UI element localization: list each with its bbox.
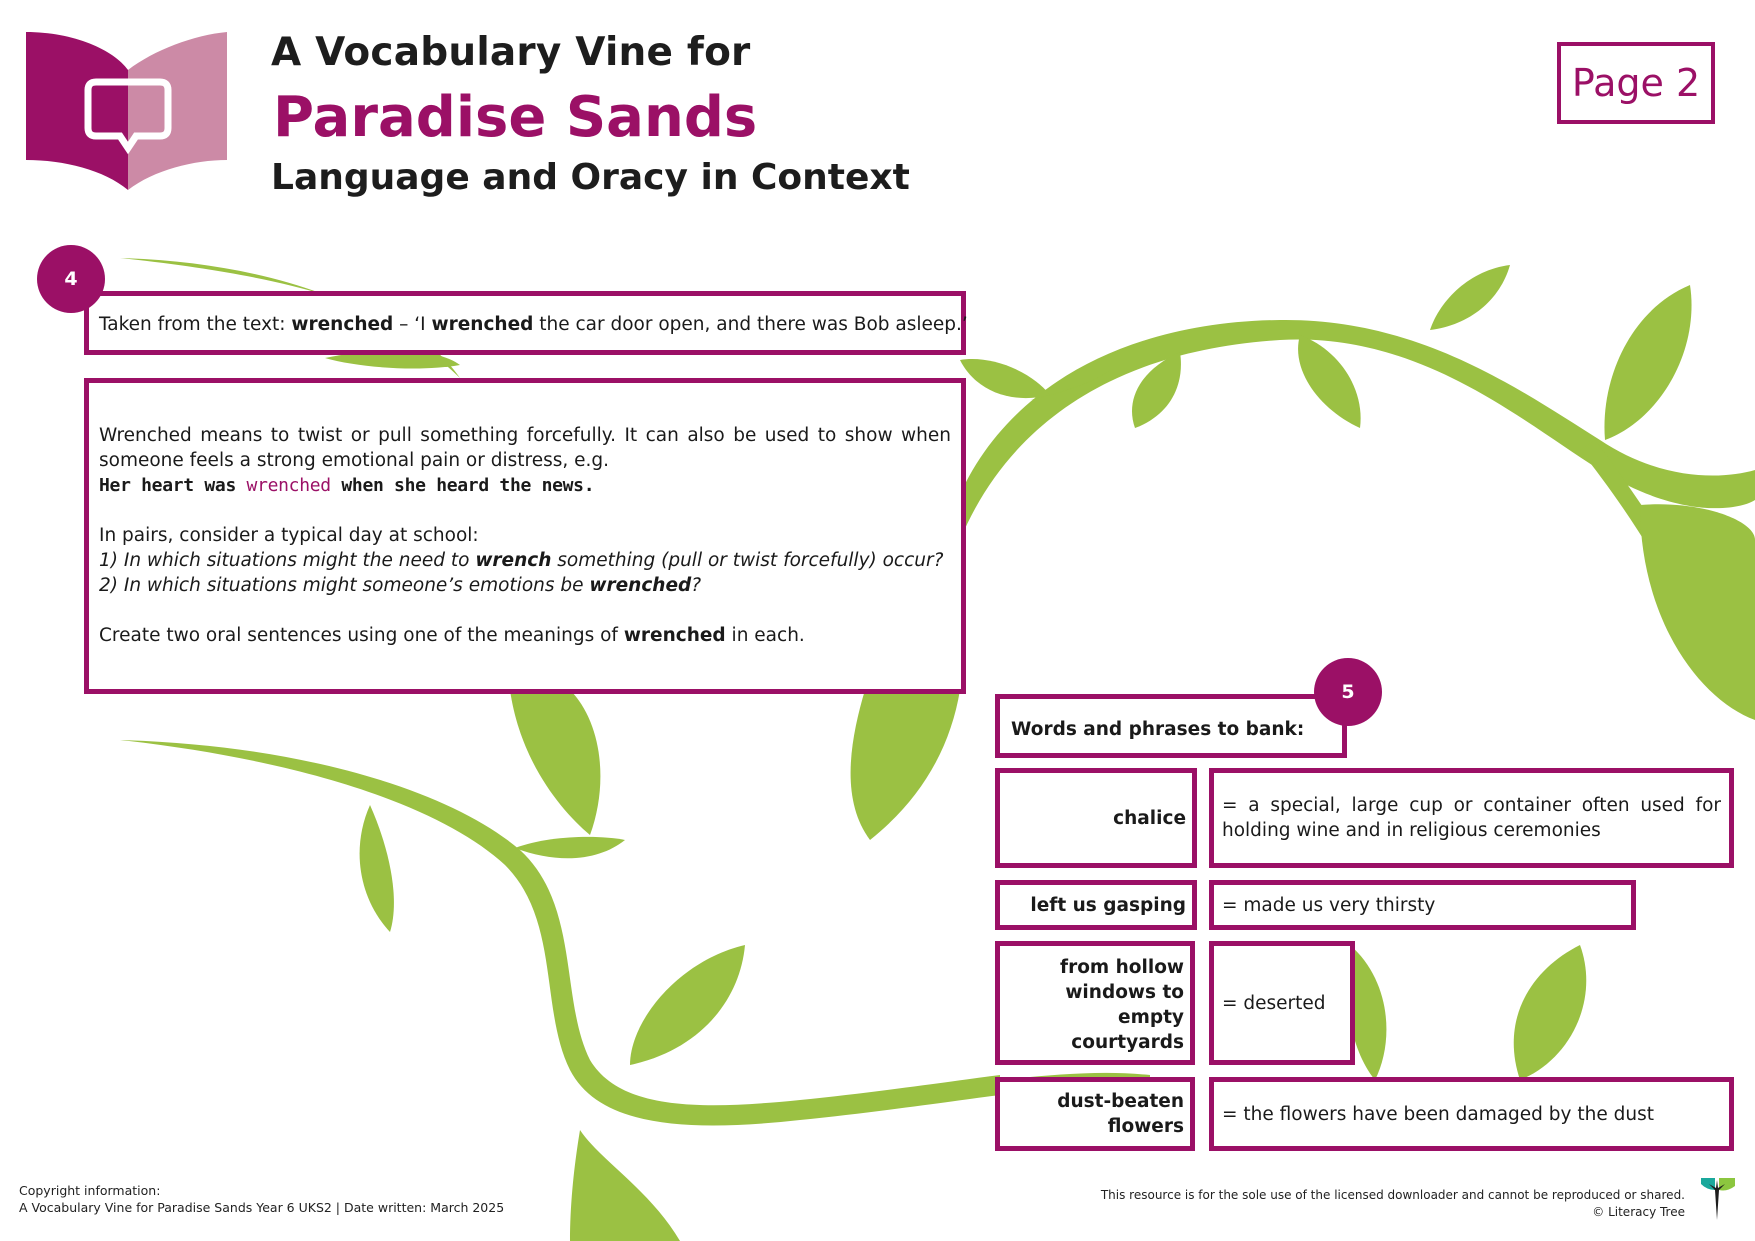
license-text: This resource is for the sole use of the licensed downloader and cannot be reproduced or shared. [1100, 1188, 1685, 1202]
definition-text: Wrenched means to twist or pull something forcefully. It can also be used to show when someone feels a strong emotional pain or distress, e.g. [99, 425, 951, 471]
vine-leaf [360, 805, 394, 932]
vine-leaf [630, 945, 745, 1065]
example-after: when she heard the news. [330, 475, 595, 496]
text-quote-box [84, 291, 966, 355]
page-number-box [1557, 42, 1715, 124]
quote-suffix: the car door open, and there was Bob asleep.’ [533, 314, 968, 335]
vine-leaf [851, 690, 960, 840]
quote-word: wrenched [291, 314, 394, 335]
quote-prefix: Taken from the text: [99, 314, 292, 335]
section-badge-5 [1314, 658, 1382, 726]
license-info [1101, 1187, 1685, 1221]
example-highlight: wrenched [246, 475, 331, 496]
page-number-label: Page 2 [1571, 61, 1701, 105]
bank-definition-dust-beaten: = the flowers have been damaged by the dust [1209, 1077, 1734, 1151]
vine-leaf [960, 359, 1050, 398]
copyright-info [19, 1182, 504, 1216]
vine-leaf [515, 837, 625, 858]
bank-definition-hollow-windows: = deserted [1209, 941, 1355, 1065]
title-subtitle: Language and Oracy in Context [271, 157, 910, 198]
section-number: 4 [64, 268, 78, 290]
vine-leaf [1298, 335, 1361, 428]
example-before: Her heart was [99, 475, 247, 496]
vine-leaf [1640, 504, 1755, 720]
definition-activity-box [84, 378, 966, 694]
question-2: 2) In which situations might someone’s emotions be wrenched? [99, 575, 702, 596]
title-book-name: Paradise Sands [273, 85, 758, 150]
quote-word-2: wrenched [431, 314, 534, 335]
section-number: 5 [1341, 681, 1355, 703]
task-instruction: Create two oral sentences using one of the meanings of wrenched in each. [99, 625, 805, 646]
example-sentence [99, 473, 951, 498]
quote-dash: – ‘I [393, 314, 432, 335]
section-badge-4 [37, 245, 105, 313]
word-bank-heading: Words and phrases to bank: [995, 694, 1347, 758]
literacy-tree-logo [1697, 1176, 1737, 1222]
brand-text: © Literacy Tree [1592, 1205, 1685, 1219]
vine-leaf [570, 1130, 680, 1241]
vine-leaf [510, 690, 600, 835]
bank-term-dust-beaten: dust-beaten flowers [995, 1077, 1195, 1151]
pairs-intro: In pairs, consider a typical day at school: [99, 525, 479, 546]
book-left-page [26, 32, 128, 190]
copyright-text: A Vocabulary Vine for Paradise Sands Year 6 UKS2 | Date written: March 2025 [19, 1200, 505, 1215]
bank-definition-left-us-gasping: = made us very thirsty [1209, 880, 1636, 930]
vine-leaf [1514, 945, 1587, 1080]
book-right-page [128, 32, 227, 190]
bank-term-left-us-gasping: left us gasping [995, 880, 1197, 930]
vine-leaf [1604, 285, 1691, 440]
bank-term-chalice: chalice [995, 768, 1197, 868]
title-line-1: A Vocabulary Vine for [271, 30, 751, 75]
bank-term-hollow-windows: from hollow windows to empty courtyards [995, 941, 1195, 1065]
bank-definition-chalice: = a special, large cup or container often used for holding wine and in religious ceremonies [1209, 768, 1734, 868]
book-speech-logo [24, 30, 229, 190]
copyright-label: Copyright information: [19, 1183, 161, 1198]
question-1: 1) In which situations might the need to wrench something (pull or twist forcefully) occur? [99, 550, 944, 571]
vine-leaf [1430, 265, 1510, 330]
